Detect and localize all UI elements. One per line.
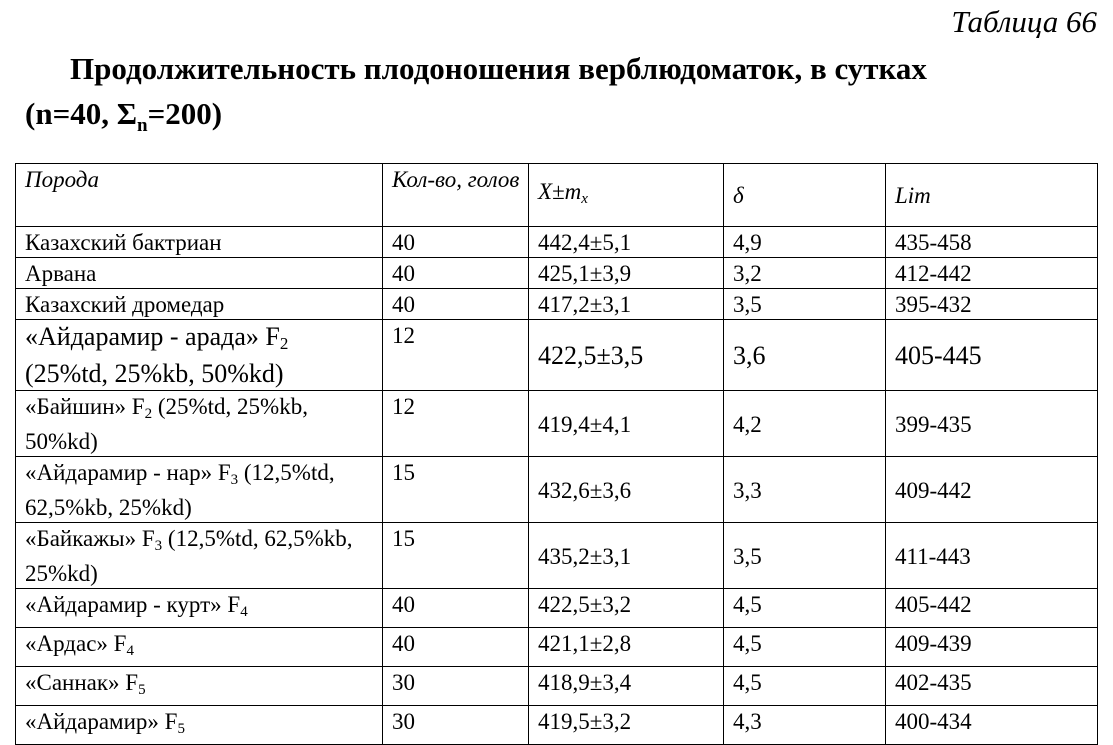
cell-lim: 409-439 (886, 628, 1098, 667)
cell-delta: 3,5 (724, 523, 886, 589)
caption-sum-subscript: n (137, 115, 148, 136)
breed-composition: (12,5%td, 62,5%kb, 25%kd) (25, 460, 335, 520)
cell-breed (16, 523, 383, 589)
table-row (16, 258, 1098, 289)
header-mean-subscript: x (581, 191, 588, 207)
cell-count: 30 (383, 706, 529, 745)
table-row (16, 523, 1098, 589)
cell-mean: 419,5±3,2 (529, 706, 724, 745)
cell-breed (16, 628, 383, 667)
table-row (16, 289, 1098, 320)
breed-name: «Айдарамир» F (25, 709, 178, 734)
cell-delta: 3,3 (724, 457, 886, 523)
caption-line-2 (25, 91, 1105, 148)
cell-count: 30 (383, 667, 529, 706)
cell-count: 40 (383, 628, 529, 667)
cell-lim: 435-458 (886, 227, 1098, 258)
cell-delta: 3,6 (724, 320, 886, 391)
breed-name: «Байкажы» F (25, 526, 155, 551)
cell-count: 40 (383, 227, 529, 258)
cell-mean: 442,4±5,1 (529, 227, 724, 258)
cell-breed (16, 289, 383, 320)
header-breed: Порода (16, 164, 383, 227)
caption-sum-value: =200) (147, 96, 223, 131)
cell-mean: 422,5±3,2 (529, 589, 724, 628)
header-lim: Lim (886, 164, 1098, 227)
cell-lim: 411-443 (886, 523, 1098, 589)
breed-composition: (12,5%td, 62,5%kb, 25%kd) (25, 526, 353, 586)
breed-name: «Айдарамир - курт» F (25, 592, 241, 617)
cell-lim: 402-435 (886, 667, 1098, 706)
data-table (15, 163, 1098, 745)
cell-count: 15 (383, 457, 529, 523)
cell-mean: 425,1±3,9 (529, 258, 724, 289)
breed-name: «Айдарамир - арада» F (25, 322, 280, 351)
generation-subscript: 3 (154, 538, 163, 554)
cell-breed (16, 589, 383, 628)
cell-delta: 4,5 (724, 628, 886, 667)
table-row (16, 457, 1098, 523)
cell-count: 40 (383, 289, 529, 320)
cell-count: 40 (383, 589, 529, 628)
generation-subscript: 4 (240, 604, 248, 620)
breed-composition: (25%td, 25%kb, 50%kd) (25, 394, 308, 454)
breed-name: «Байшин» F (25, 394, 145, 419)
cell-breed (16, 457, 383, 523)
cell-breed (16, 706, 383, 745)
cell-count: 12 (383, 320, 529, 391)
breed-name: Казахский бактриан (25, 230, 222, 255)
cell-mean: 419,4±4,1 (529, 391, 724, 457)
cell-mean: 417,2±3,1 (529, 289, 724, 320)
cell-lim: 412-442 (886, 258, 1098, 289)
generation-subscript: 4 (126, 643, 134, 659)
cell-breed (16, 258, 383, 289)
breed-name: Арвана (25, 261, 97, 286)
cell-mean: 418,9±3,4 (529, 667, 724, 706)
breed-name: Казахский дромедар (25, 292, 225, 317)
generation-subscript: 2 (144, 406, 153, 422)
header-count: Кол-во, голов (383, 164, 529, 227)
table-number: Таблица 66 (951, 4, 1097, 39)
table-row (16, 391, 1098, 457)
table-row (16, 320, 1098, 391)
generation-subscript: 5 (138, 682, 146, 698)
cell-delta: 3,2 (724, 258, 886, 289)
table-row (16, 628, 1098, 667)
cell-breed (16, 320, 383, 391)
cell-lim: 405-442 (886, 589, 1098, 628)
cell-breed (16, 667, 383, 706)
table-row (16, 589, 1098, 628)
generation-subscript: 2 (279, 334, 289, 353)
cell-mean: 435,2±3,1 (529, 523, 724, 589)
cell-count: 40 (383, 258, 529, 289)
cell-delta: 4,9 (724, 227, 886, 258)
cell-lim: 400-434 (886, 706, 1098, 745)
cell-mean: 422,5±3,5 (529, 320, 724, 391)
cell-delta: 4,5 (724, 589, 886, 628)
cell-lim: 409-442 (886, 457, 1098, 523)
cell-delta: 4,3 (724, 706, 886, 745)
generation-subscript: 5 (177, 721, 185, 737)
generation-subscript: 3 (230, 472, 239, 488)
breed-name: «Саннак» F (25, 670, 139, 695)
breed-composition: (25%td, 25%kb, 50%kd) (25, 359, 284, 388)
cell-breed (16, 391, 383, 457)
table-row (16, 706, 1098, 745)
cell-count: 15 (383, 523, 529, 589)
header-mean-label: X±m (538, 179, 582, 204)
cell-breed (16, 227, 383, 258)
breed-name: «Ардас» F (25, 631, 127, 656)
cell-delta: 3,5 (724, 289, 886, 320)
breed-name: «Айдарамир - нар» F (25, 460, 231, 485)
cell-mean: 421,1±2,8 (529, 628, 724, 667)
caption-line-1: Продолжительность плодоношения верблюдоматок, в сутках (70, 51, 927, 86)
caption-sample-size: (n=40, Σ (25, 96, 137, 131)
table-header-row (16, 164, 1098, 227)
header-mean (529, 164, 724, 227)
cell-count: 12 (383, 391, 529, 457)
table-row (16, 667, 1098, 706)
cell-lim: 395-432 (886, 289, 1098, 320)
cell-mean: 432,6±3,6 (529, 457, 724, 523)
cell-lim: 405-445 (886, 320, 1098, 391)
cell-lim: 399-435 (886, 391, 1098, 457)
cell-delta: 4,2 (724, 391, 886, 457)
header-delta: δ (724, 164, 886, 227)
table-caption (25, 46, 1105, 148)
cell-delta: 4,5 (724, 667, 886, 706)
table-row (16, 227, 1098, 258)
